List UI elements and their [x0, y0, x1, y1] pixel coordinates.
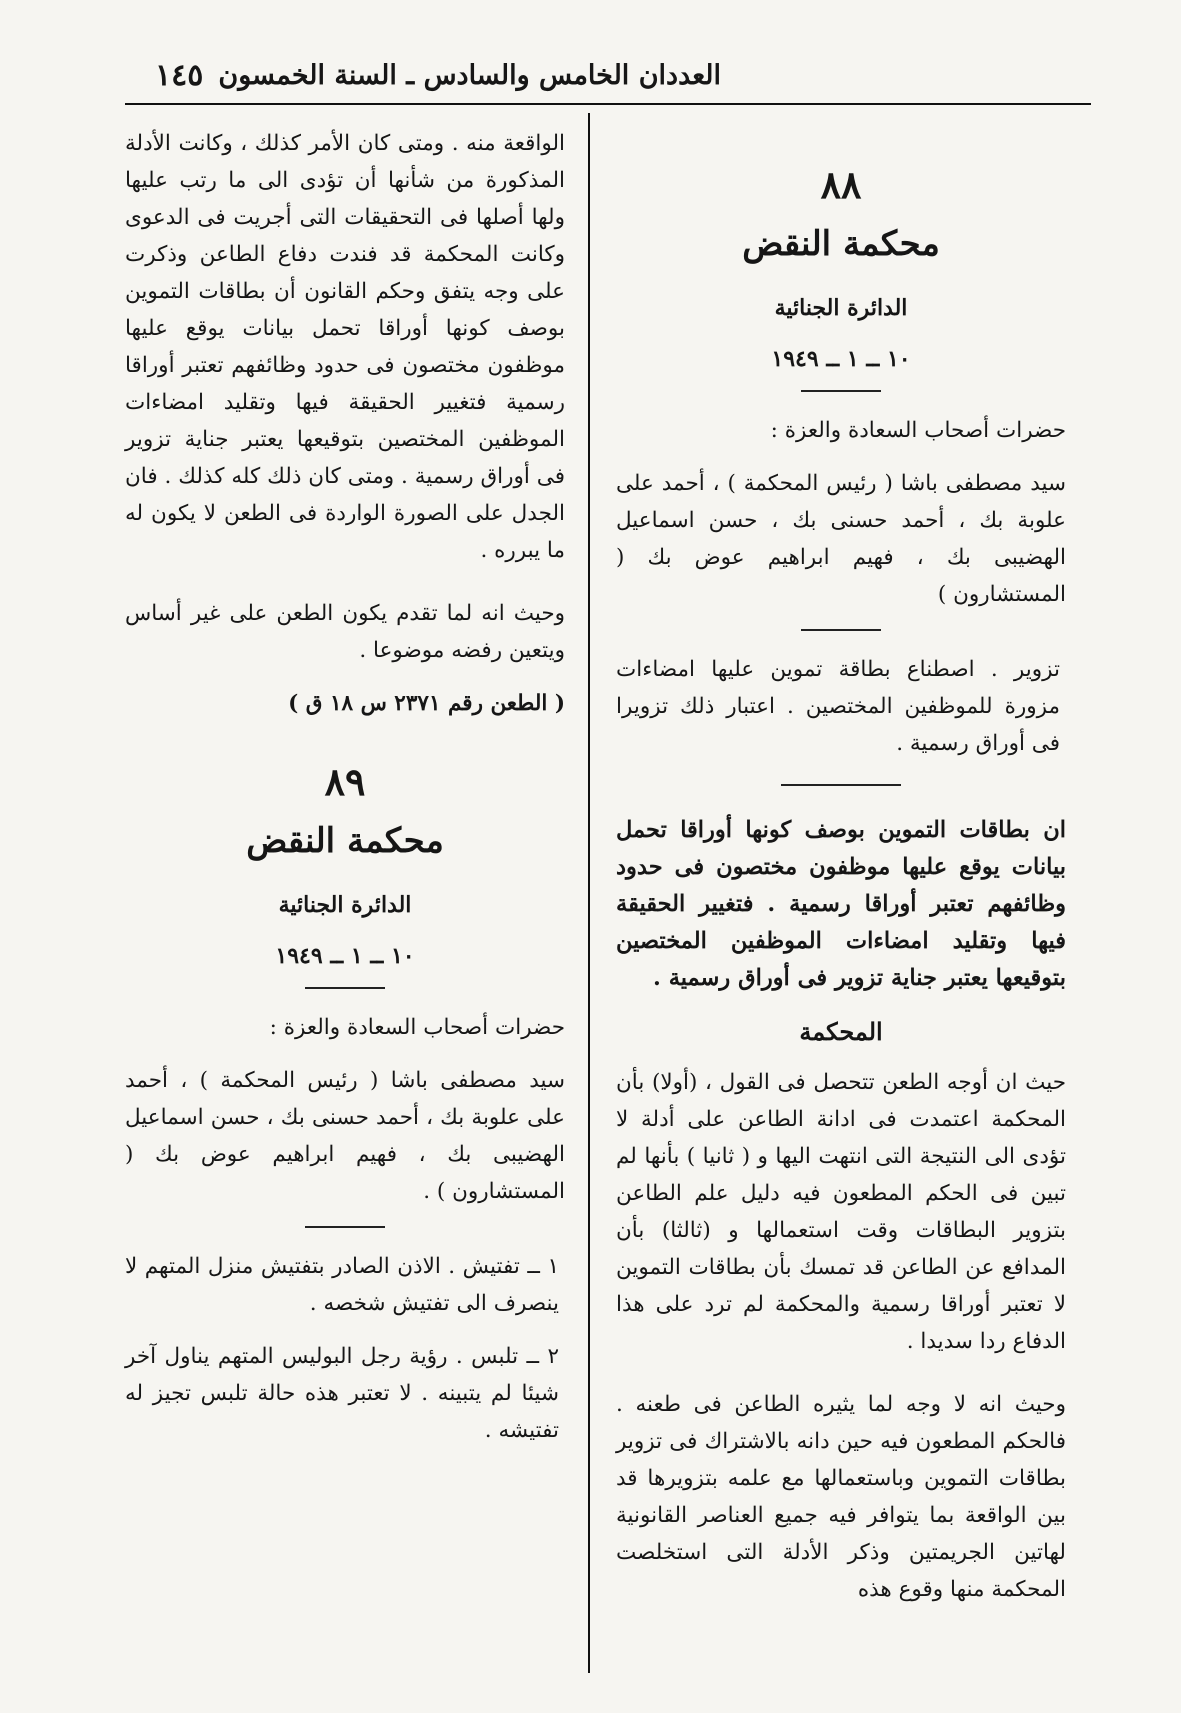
ruling-paragraph: حيث ان أوجه الطعن تتحصل فى القول ، (أولا) بأن المحكمة اعتمدت فى ادانة الطاعن على أدلة لا تؤدى الى النتيجة التى انتهت اليها و ( ثانيا ) بأنها لم تبين فى الحكم المطعون فيه دليل علم الطاعن بتزوير البطاقات وقت استعمالها و (ثالثا) بأن المدافع عن الطاعن قد تمسك بأن بطاقات التموين لا تعتبر أوراقا رسمية والمحكمة لم ترد على هذا الدفاع ردا سديدا .	[616, 1070, 1066, 1354]
case-summary-2: ٢ ــ تلبس . رؤية رجل البوليس المتهم يناول آخر شيئا لم يتبينه . لا تعتبر هذه حالة تلبس تجيز له تفتيشه .	[125, 1344, 559, 1443]
appeal-citation: ( الطعن رقم ٢٣٧١ س ١٨ ق )	[288, 691, 565, 716]
ruling-paragraph: وحيث انه لا وجه لما يثيره الطاعن فى طعنه . فالحكم المطعون فيه حين دانه بالاشتراك فى تزوير بطاقات التموين وباستعمالها مع علمه بتزويرها قد بين الواقعة بما يتوافر فيه جميع العناصر القانونية لهاتين الجريمتين وذكر الأدلة التى استخلصت المحكمة منها وقوع هذه	[616, 1392, 1066, 1602]
case-number-89: ٨٩	[324, 759, 366, 804]
ruling-conclusion: وحيث انه لما تقدم يكون الطعن على غير أساس ويتعين رفضه موضوعا .	[125, 601, 565, 663]
case-number-88: ٨٨	[820, 162, 862, 207]
running-title: العددان الخامس والسادس ـ السنة الخمسون	[218, 60, 721, 91]
divider	[305, 987, 385, 989]
presence-intro: حضرات أصحاب السعادة والعزة :	[770, 418, 1066, 443]
judges-list: سيد مصطفى باشا ( رئيس المحكمة ) ، أحمد على علوبة بك ، أحمد حسنى بك ، حسن اسماعيل الهضيبى بك ، فهيم ابراهيم عوض بك ( المستشارون ) .	[125, 1068, 565, 1204]
judges-list: سيد مصطفى باشا ( رئيس المحكمة ) ، أحمد على علوبة بك ، أحمد حسنى بك ، حسن اسماعيل الهضيبى بك ، فهيم ابراهيم عوض بك ( المستشارون )	[616, 471, 1066, 607]
session-date: ١٠ ــ ١ ــ ١٩٤٩	[275, 943, 415, 969]
presence-intro: حضرات أصحاب السعادة والعزة :	[269, 1015, 565, 1040]
circuit-name: الدائرة الجنائية	[774, 295, 908, 321]
section-heading: المحكمة	[799, 1017, 883, 1046]
divider	[305, 1226, 385, 1228]
ruling-continuation: الواقعة منه . ومتى كان الأمر كذلك ، وكانت الأدلة المذكورة من شأنها أن تؤدى الى ما رتب عليها ولها أصلها فى التحقيقات التى أجريت فى الدعوى وكانت المحكمة قد فندت دفاع الطاعن وذكرت على وجه يتفق وحكم القانون أن بطاقات التموين بوصف كونها أوراقا تحمل بيانات يوقع عليها موظفون مختصون فى حدود وظائفهم تعتبر أوراقا رسمية فتغيير الحقيقة فيها وتقليد امضاءات الموظفين المختصين بتوقيعها يعتبر جناية تزوير فى أوراق رسمية . ومتى كان ذلك كله كذلك . فان الجدل على الصورة الواردة فى الطعن لا يكون له ما يبرره .	[125, 131, 565, 563]
right-column	[616, 125, 1066, 1624]
legal-principle: ان بطاقات التموين بوصف كونها أوراقا تحمل بيانات يوقع عليها موظفون مختصون فى حدود وظائفهم تعتبر أوراقا رسمية . فتغيير الحقيقة فيها وتقليد امضاءات الموظفين المختصين بتوقيعها يعتبر جناية تزوير فى أوراق رسمية .	[616, 817, 1066, 991]
page-number: ١٤٥	[155, 58, 204, 93]
left-column	[125, 125, 565, 1465]
page-header	[125, 48, 1051, 104]
session-date: ١٠ ــ ١ ــ ١٩٤٩	[771, 346, 911, 372]
case-summary-1: ١ ــ تفتيش . الاذن الصادر بتفتيش منزل المتهم لا ينصرف الى تفتيش شخصه .	[125, 1254, 559, 1316]
court-name: محكمة النقض	[246, 821, 444, 861]
divider	[801, 390, 881, 392]
divider	[781, 784, 901, 786]
case-summary: تزوير . اصطناع بطاقة تموين عليها امضاءات مزورة للموظفين المختصين . اعتبار ذلك تزويرا فى أوراق رسمية .	[616, 657, 1060, 756]
court-name: محكمة النقض	[742, 224, 940, 264]
divider	[801, 629, 881, 631]
circuit-name: الدائرة الجنائية	[278, 892, 412, 918]
column-divider	[588, 113, 590, 1673]
header-rule	[125, 103, 1091, 105]
